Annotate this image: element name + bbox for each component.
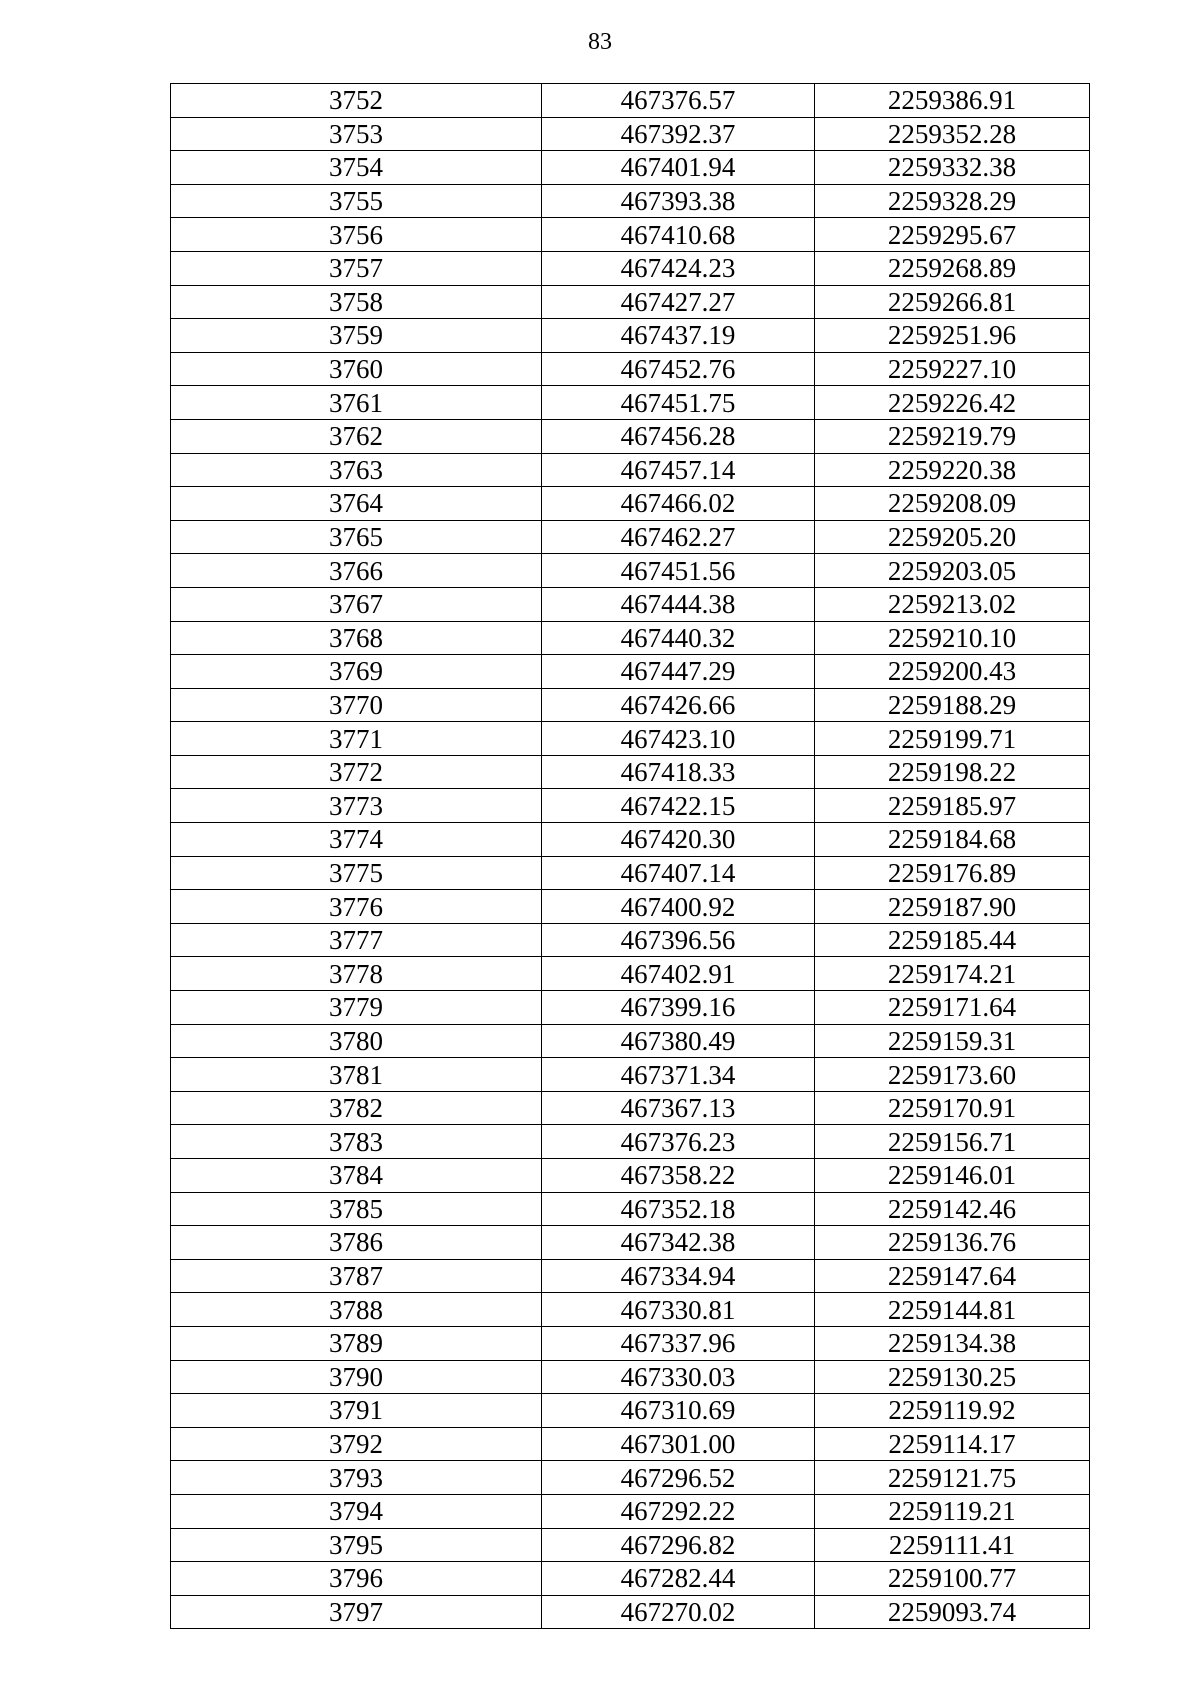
point-number-cell: 3768 bbox=[171, 621, 542, 655]
table-row bbox=[171, 621, 1090, 655]
point-number-cell: 3761 bbox=[171, 386, 542, 420]
x-coordinate-cell: 467342.38 bbox=[542, 1226, 815, 1260]
y-coordinate-cell: 2259210.10 bbox=[815, 621, 1090, 655]
x-coordinate-cell: 467420.30 bbox=[542, 823, 815, 857]
x-coordinate-cell: 467270.02 bbox=[542, 1595, 815, 1629]
point-number-cell: 3772 bbox=[171, 755, 542, 789]
x-coordinate-cell: 467376.57 bbox=[542, 84, 815, 118]
point-number-cell: 3783 bbox=[171, 1125, 542, 1159]
y-coordinate-cell: 2259219.79 bbox=[815, 419, 1090, 453]
point-number-cell: 3787 bbox=[171, 1259, 542, 1293]
y-coordinate-cell: 2259226.42 bbox=[815, 386, 1090, 420]
x-coordinate-cell: 467358.22 bbox=[542, 1159, 815, 1193]
x-coordinate-cell: 467456.28 bbox=[542, 419, 815, 453]
y-coordinate-cell: 2259093.74 bbox=[815, 1595, 1090, 1629]
x-coordinate-cell: 467424.23 bbox=[542, 251, 815, 285]
y-coordinate-cell: 2259156.71 bbox=[815, 1125, 1090, 1159]
point-number-cell: 3780 bbox=[171, 1024, 542, 1058]
table-row bbox=[171, 218, 1090, 252]
point-number-cell: 3791 bbox=[171, 1394, 542, 1428]
point-number-cell: 3794 bbox=[171, 1494, 542, 1528]
point-number-cell: 3792 bbox=[171, 1427, 542, 1461]
coordinates-table-body bbox=[171, 84, 1090, 1629]
table-row bbox=[171, 1125, 1090, 1159]
x-coordinate-cell: 467292.22 bbox=[542, 1494, 815, 1528]
y-coordinate-cell: 2259185.44 bbox=[815, 923, 1090, 957]
x-coordinate-cell: 467371.34 bbox=[542, 1058, 815, 1092]
point-number-cell: 3765 bbox=[171, 520, 542, 554]
y-coordinate-cell: 2259134.38 bbox=[815, 1326, 1090, 1360]
x-coordinate-cell: 467337.96 bbox=[542, 1326, 815, 1360]
point-number-cell: 3763 bbox=[171, 453, 542, 487]
y-coordinate-cell: 2259136.76 bbox=[815, 1226, 1090, 1260]
table-row bbox=[171, 554, 1090, 588]
x-coordinate-cell: 467437.19 bbox=[542, 319, 815, 353]
point-number-cell: 3773 bbox=[171, 789, 542, 823]
point-number-cell: 3784 bbox=[171, 1159, 542, 1193]
table-row bbox=[171, 251, 1090, 285]
x-coordinate-cell: 467427.27 bbox=[542, 285, 815, 319]
y-coordinate-cell: 2259159.31 bbox=[815, 1024, 1090, 1058]
y-coordinate-cell: 2259251.96 bbox=[815, 319, 1090, 353]
x-coordinate-cell: 467426.66 bbox=[542, 688, 815, 722]
y-coordinate-cell: 2259332.38 bbox=[815, 151, 1090, 185]
table-row bbox=[171, 755, 1090, 789]
y-coordinate-cell: 2259188.29 bbox=[815, 688, 1090, 722]
y-coordinate-cell: 2259111.41 bbox=[815, 1528, 1090, 1562]
x-coordinate-cell: 467352.18 bbox=[542, 1192, 815, 1226]
point-number-cell: 3776 bbox=[171, 890, 542, 924]
table-row bbox=[171, 520, 1090, 554]
x-coordinate-cell: 467330.03 bbox=[542, 1360, 815, 1394]
table-row bbox=[171, 1562, 1090, 1596]
x-coordinate-cell: 467310.69 bbox=[542, 1394, 815, 1428]
table-row bbox=[171, 1226, 1090, 1260]
table-row bbox=[171, 957, 1090, 991]
point-number-cell: 3796 bbox=[171, 1562, 542, 1596]
x-coordinate-cell: 467396.56 bbox=[542, 923, 815, 957]
x-coordinate-cell: 467440.32 bbox=[542, 621, 815, 655]
y-coordinate-cell: 2259199.71 bbox=[815, 722, 1090, 756]
y-coordinate-cell: 2259213.02 bbox=[815, 587, 1090, 621]
y-coordinate-cell: 2259205.20 bbox=[815, 520, 1090, 554]
table-row bbox=[171, 1058, 1090, 1092]
table-row bbox=[171, 352, 1090, 386]
y-coordinate-cell: 2259142.46 bbox=[815, 1192, 1090, 1226]
x-coordinate-cell: 467410.68 bbox=[542, 218, 815, 252]
table-row bbox=[171, 856, 1090, 890]
table-row bbox=[171, 1461, 1090, 1495]
table-row bbox=[171, 1091, 1090, 1125]
table-row bbox=[171, 991, 1090, 1025]
y-coordinate-cell: 2259146.01 bbox=[815, 1159, 1090, 1193]
x-coordinate-cell: 467423.10 bbox=[542, 722, 815, 756]
table-row bbox=[171, 184, 1090, 218]
point-number-cell: 3775 bbox=[171, 856, 542, 890]
point-number-cell: 3767 bbox=[171, 587, 542, 621]
table-row bbox=[171, 923, 1090, 957]
x-coordinate-cell: 467367.13 bbox=[542, 1091, 815, 1125]
coordinates-table bbox=[170, 83, 1090, 1629]
y-coordinate-cell: 2259200.43 bbox=[815, 655, 1090, 689]
x-coordinate-cell: 467466.02 bbox=[542, 487, 815, 521]
point-number-cell: 3756 bbox=[171, 218, 542, 252]
table-row bbox=[171, 1293, 1090, 1327]
y-coordinate-cell: 2259176.89 bbox=[815, 856, 1090, 890]
point-number-cell: 3762 bbox=[171, 419, 542, 453]
point-number-cell: 3764 bbox=[171, 487, 542, 521]
y-coordinate-cell: 2259121.75 bbox=[815, 1461, 1090, 1495]
table-row bbox=[171, 319, 1090, 353]
x-coordinate-cell: 467376.23 bbox=[542, 1125, 815, 1159]
point-number-cell: 3778 bbox=[171, 957, 542, 991]
table-row bbox=[171, 1528, 1090, 1562]
point-number-cell: 3769 bbox=[171, 655, 542, 689]
point-number-cell: 3758 bbox=[171, 285, 542, 319]
y-coordinate-cell: 2259119.92 bbox=[815, 1394, 1090, 1428]
point-number-cell: 3782 bbox=[171, 1091, 542, 1125]
point-number-cell: 3770 bbox=[171, 688, 542, 722]
point-number-cell: 3760 bbox=[171, 352, 542, 386]
table-row bbox=[171, 419, 1090, 453]
x-coordinate-cell: 467399.16 bbox=[542, 991, 815, 1025]
table-row bbox=[171, 890, 1090, 924]
x-coordinate-cell: 467392.37 bbox=[542, 117, 815, 151]
table-row bbox=[171, 1192, 1090, 1226]
y-coordinate-cell: 2259328.29 bbox=[815, 184, 1090, 218]
x-coordinate-cell: 467380.49 bbox=[542, 1024, 815, 1058]
table-row bbox=[171, 1394, 1090, 1428]
point-number-cell: 3786 bbox=[171, 1226, 542, 1260]
y-coordinate-cell: 2259187.90 bbox=[815, 890, 1090, 924]
x-coordinate-cell: 467330.81 bbox=[542, 1293, 815, 1327]
table-row bbox=[171, 386, 1090, 420]
x-coordinate-cell: 467418.33 bbox=[542, 755, 815, 789]
point-number-cell: 3779 bbox=[171, 991, 542, 1025]
point-number-cell: 3785 bbox=[171, 1192, 542, 1226]
y-coordinate-cell: 2259184.68 bbox=[815, 823, 1090, 857]
table-row bbox=[171, 1159, 1090, 1193]
y-coordinate-cell: 2259203.05 bbox=[815, 554, 1090, 588]
y-coordinate-cell: 2259198.22 bbox=[815, 755, 1090, 789]
x-coordinate-cell: 467444.38 bbox=[542, 587, 815, 621]
y-coordinate-cell: 2259220.38 bbox=[815, 453, 1090, 487]
x-coordinate-cell: 467282.44 bbox=[542, 1562, 815, 1596]
x-coordinate-cell: 467402.91 bbox=[542, 957, 815, 991]
x-coordinate-cell: 467400.92 bbox=[542, 890, 815, 924]
y-coordinate-cell: 2259144.81 bbox=[815, 1293, 1090, 1327]
x-coordinate-cell: 467296.82 bbox=[542, 1528, 815, 1562]
x-coordinate-cell: 467301.00 bbox=[542, 1427, 815, 1461]
y-coordinate-cell: 2259174.21 bbox=[815, 957, 1090, 991]
point-number-cell: 3754 bbox=[171, 151, 542, 185]
x-coordinate-cell: 467393.38 bbox=[542, 184, 815, 218]
table-row bbox=[171, 1024, 1090, 1058]
y-coordinate-cell: 2259352.28 bbox=[815, 117, 1090, 151]
point-number-cell: 3795 bbox=[171, 1528, 542, 1562]
y-coordinate-cell: 2259119.21 bbox=[815, 1494, 1090, 1528]
y-coordinate-cell: 2259171.64 bbox=[815, 991, 1090, 1025]
table-row bbox=[171, 285, 1090, 319]
table-row bbox=[171, 84, 1090, 118]
y-coordinate-cell: 2259170.91 bbox=[815, 1091, 1090, 1125]
point-number-cell: 3766 bbox=[171, 554, 542, 588]
table-row bbox=[171, 587, 1090, 621]
x-coordinate-cell: 467451.56 bbox=[542, 554, 815, 588]
point-number-cell: 3797 bbox=[171, 1595, 542, 1629]
table-row bbox=[171, 655, 1090, 689]
y-coordinate-cell: 2259147.64 bbox=[815, 1259, 1090, 1293]
point-number-cell: 3752 bbox=[171, 84, 542, 118]
point-number-cell: 3757 bbox=[171, 251, 542, 285]
x-coordinate-cell: 467401.94 bbox=[542, 151, 815, 185]
table-row bbox=[171, 688, 1090, 722]
point-number-cell: 3781 bbox=[171, 1058, 542, 1092]
point-number-cell: 3789 bbox=[171, 1326, 542, 1360]
table-row bbox=[171, 453, 1090, 487]
table-row bbox=[171, 117, 1090, 151]
y-coordinate-cell: 2259130.25 bbox=[815, 1360, 1090, 1394]
y-coordinate-cell: 2259295.67 bbox=[815, 218, 1090, 252]
point-number-cell: 3755 bbox=[171, 184, 542, 218]
table-row bbox=[171, 722, 1090, 756]
x-coordinate-cell: 467452.76 bbox=[542, 352, 815, 386]
x-coordinate-cell: 467457.14 bbox=[542, 453, 815, 487]
y-coordinate-cell: 2259268.89 bbox=[815, 251, 1090, 285]
point-number-cell: 3777 bbox=[171, 923, 542, 957]
point-number-cell: 3793 bbox=[171, 1461, 542, 1495]
x-coordinate-cell: 467422.15 bbox=[542, 789, 815, 823]
point-number-cell: 3753 bbox=[171, 117, 542, 151]
point-number-cell: 3771 bbox=[171, 722, 542, 756]
y-coordinate-cell: 2259185.97 bbox=[815, 789, 1090, 823]
point-number-cell: 3774 bbox=[171, 823, 542, 857]
table-row bbox=[171, 823, 1090, 857]
y-coordinate-cell: 2259208.09 bbox=[815, 487, 1090, 521]
table-row bbox=[171, 487, 1090, 521]
table-row bbox=[171, 1326, 1090, 1360]
point-number-cell: 3788 bbox=[171, 1293, 542, 1327]
y-coordinate-cell: 2259227.10 bbox=[815, 352, 1090, 386]
y-coordinate-cell: 2259114.17 bbox=[815, 1427, 1090, 1461]
table-row bbox=[171, 789, 1090, 823]
y-coordinate-cell: 2259100.77 bbox=[815, 1562, 1090, 1596]
x-coordinate-cell: 467451.75 bbox=[542, 386, 815, 420]
x-coordinate-cell: 467447.29 bbox=[542, 655, 815, 689]
x-coordinate-cell: 467334.94 bbox=[542, 1259, 815, 1293]
table-row bbox=[171, 151, 1090, 185]
x-coordinate-cell: 467462.27 bbox=[542, 520, 815, 554]
y-coordinate-cell: 2259386.91 bbox=[815, 84, 1090, 118]
table-row bbox=[171, 1427, 1090, 1461]
table-row bbox=[171, 1595, 1090, 1629]
y-coordinate-cell: 2259266.81 bbox=[815, 285, 1090, 319]
point-number-cell: 3759 bbox=[171, 319, 542, 353]
point-number-cell: 3790 bbox=[171, 1360, 542, 1394]
table-row bbox=[171, 1494, 1090, 1528]
table-row bbox=[171, 1360, 1090, 1394]
page-number: 83 bbox=[588, 29, 612, 55]
y-coordinate-cell: 2259173.60 bbox=[815, 1058, 1090, 1092]
table-row bbox=[171, 1259, 1090, 1293]
x-coordinate-cell: 467296.52 bbox=[542, 1461, 815, 1495]
x-coordinate-cell: 467407.14 bbox=[542, 856, 815, 890]
